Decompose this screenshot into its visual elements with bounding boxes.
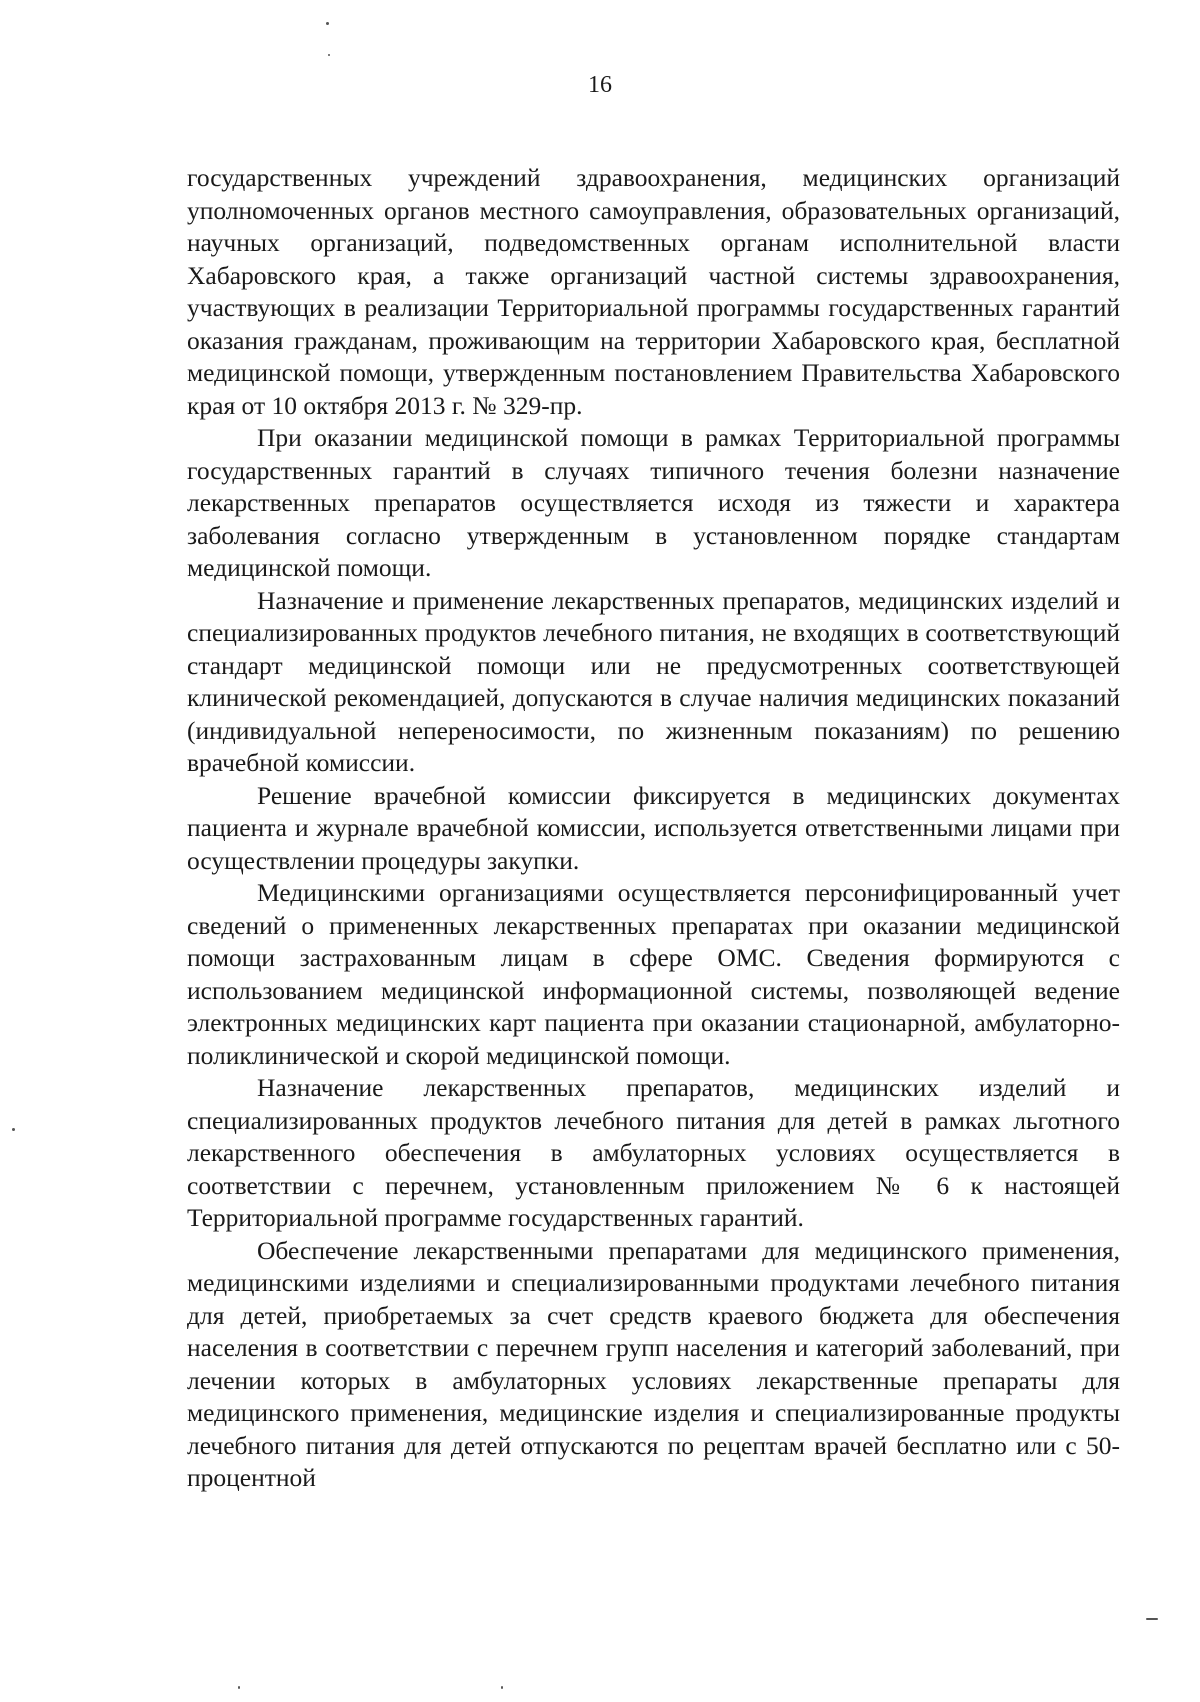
scan-speck xyxy=(1146,1618,1158,1620)
paragraph: Назначение лекарственных препаратов, медицинских изделий и специализированных продуктов лечебного питания для детей в рамках льготного лекарственного обеспечения в амбулаторных условиях осуществляется в соответствии с перечнем, установленным приложением № 6 к настоящей Территориальной программе государственных гарантий. xyxy=(187,1073,1120,1232)
paragraph: Медицинскими организациями осуществляется персонифицированный учет сведений о примененных лекарственных препаратах при оказании медицинской помощи застрахованным лицам в сфере ОМС. Сведения формируются с использованием медицинской информационной системы, позволяющей ведение электронных медицинских карт пациента при оказании стационарной, амбулаторно-поликлинической и скорой медицинской помощи. xyxy=(187,878,1120,1070)
paragraph: Обеспечение лекарственными препаратами для медицинского применения, медицинскими изделиями и специализированными продуктами лечебного питания для детей, приобретаемых за счет средств краевого бюджета для обеспечения населения в соответствии с перечнем групп населения и категорий заболеваний, при лечении которых в амбулаторных условиях лекарственные препараты для медицинского применения, медицинские изделия и специализированные продукты лечебного питания для детей отпускаются по рецептам врачей бесплатно или с 50-процентной xyxy=(187,1235,1120,1492)
scan-speck xyxy=(501,1686,503,1689)
document-body xyxy=(187,162,1120,1495)
scan-speck xyxy=(238,1686,240,1689)
paragraph: При оказании медицинской помощи в рамках Территориальной программы государственных гарантий в случаях типичного течения болезни назначение лекарственных препаратов осуществляется исходя из тяжести и характера заболевания согласно утвержденным в установленном порядке стандартам медицинской помощи. xyxy=(187,423,1120,582)
scan-speck xyxy=(326,22,329,25)
page-number: 16 xyxy=(588,72,612,98)
paragraph: государственных учреждений здравоохранения, медицинских организаций уполномоченных органов местного самоуправления, образовательных организаций, научных организаций, подведомственных органам исполнительной власти Хабаровского края, а также организаций частной системы здравоохранения, участвующих в реализации Территориальной программы государственных гарантий оказания гражданам, проживающим на территории Хабаровского края, бесплатной медицинской помощи, утвержденным постановлением Правительства Хабаровского края от 10 октября 2013 г. № 329-пр. xyxy=(187,163,1120,420)
scan-speck xyxy=(12,1128,15,1131)
paragraph: Решение врачебной комиссии фиксируется в медицинских документах пациента и журнале врачебной комиссии, используется ответственными лицами при осуществлении процедуры закупки. xyxy=(187,780,1120,875)
scan-speck xyxy=(328,54,330,56)
paragraph: Назначение и применение лекарственных препаратов, медицинских изделий и специализированных продуктов лечебного питания, не входящих в соответствующий стандарт медицинской помощи или не предусмотренных соответствующей клинической рекомендацией, допускаются в случае наличия медицинских показаний (индивидуальной непереносимости, по жизненным показаниям) по решению врачебной комиссии. xyxy=(187,585,1120,777)
